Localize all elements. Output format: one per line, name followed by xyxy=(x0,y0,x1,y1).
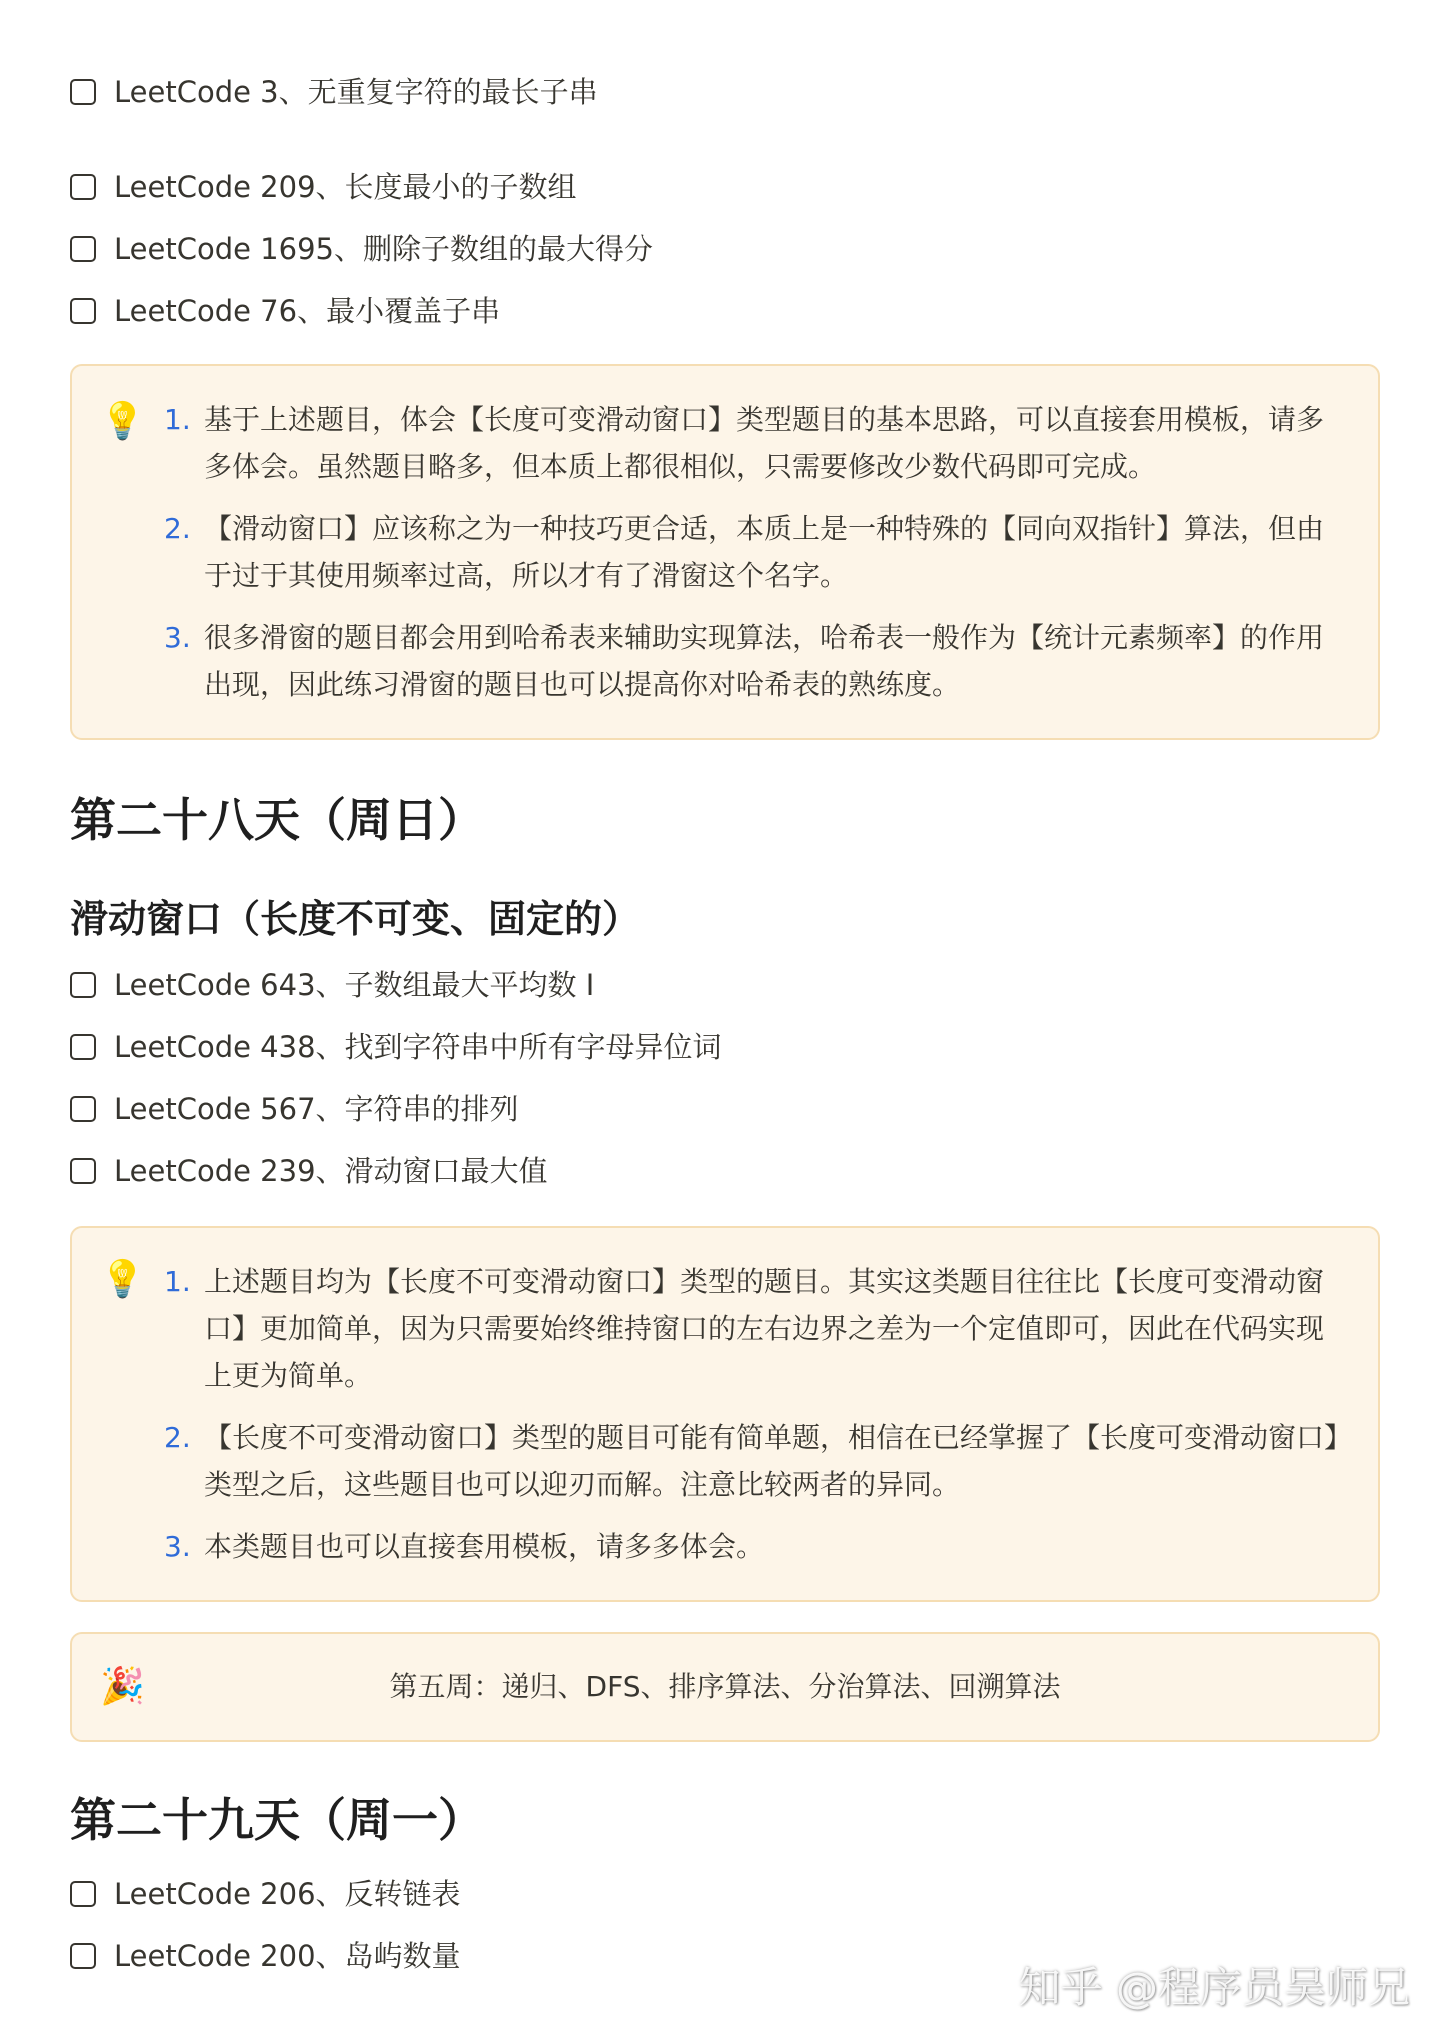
list-number: 2. xyxy=(164,1421,191,1454)
list-item xyxy=(164,396,1342,490)
checkbox[interactable] xyxy=(70,174,96,200)
list-item xyxy=(164,1258,1342,1399)
todo-item[interactable] xyxy=(70,229,653,269)
list-item xyxy=(164,1523,1342,1570)
checkbox[interactable] xyxy=(70,1943,96,1969)
list-item-text: 上述题目均为【长度不可变滑动窗口】类型的题目。其实这类题目往往比【长度可变滑动窗口】更加简单，因为只需要始终维持窗口的左右边界之差为一个定值即可，因此在代码实现上更为简单。 xyxy=(204,1265,1325,1392)
todo-label: LeetCode 206、反转链表 xyxy=(114,1877,461,1911)
list-number: 3. xyxy=(164,621,191,654)
party-popper-icon: 🎉 xyxy=(100,1666,145,1707)
todo-label: LeetCode 209、长度最小的子数组 xyxy=(114,170,577,204)
todo-item[interactable] xyxy=(70,965,594,1005)
tip-callout xyxy=(70,1226,1380,1602)
todo-item[interactable] xyxy=(70,1089,519,1129)
checkbox[interactable] xyxy=(70,79,96,105)
day-heading: 第二十九天（周一） xyxy=(70,1793,484,1847)
tip-callout xyxy=(70,364,1380,740)
ordered-list xyxy=(164,396,1342,708)
section-heading: 滑动窗口（长度不可变、固定的） xyxy=(70,897,641,941)
todo-item[interactable] xyxy=(70,72,598,112)
checkbox[interactable] xyxy=(70,236,96,262)
lightbulb-icon: 💡 xyxy=(100,1259,145,1300)
todo-label: LeetCode 76、最小覆盖子串 xyxy=(114,294,501,328)
todo-item[interactable] xyxy=(70,1936,461,1976)
list-number: 1. xyxy=(164,403,191,436)
lightbulb-icon: 💡 xyxy=(100,401,145,442)
checkbox[interactable] xyxy=(70,1096,96,1122)
list-item-text: 【滑动窗口】应该称之为一种技巧更合适，本质上是一种特殊的【同向双指针】算法，但由于过于其使用频率过高，所以才有了滑窗这个名字。 xyxy=(204,512,1325,592)
todo-label: LeetCode 200、岛屿数量 xyxy=(114,1939,461,1973)
list-item xyxy=(164,505,1342,599)
day-heading: 第二十八天（周日） xyxy=(70,793,484,847)
todo-label: LeetCode 3、无重复字符的最长子串 xyxy=(114,75,598,109)
list-number: 1. xyxy=(164,1265,191,1298)
checkbox[interactable] xyxy=(70,1034,96,1060)
banner-text: 第五周：递归、DFS、排序算法、分治算法、回溯算法 xyxy=(389,1670,1061,1703)
todo-label: LeetCode 643、子数组最大平均数 I xyxy=(114,968,595,1002)
list-item-text: 很多滑窗的题目都会用到哈希表来辅助实现算法，哈希表一般作为【统计元素频率】的作用出现，因此练习滑窗的题目也可以提高你对哈希表的熟练度。 xyxy=(204,621,1325,701)
checkbox[interactable] xyxy=(70,972,96,998)
list-item xyxy=(164,614,1342,708)
todo-label: LeetCode 438、找到字符串中所有字母异位词 xyxy=(114,1030,722,1064)
list-item-text: 【长度不可变滑动窗口】类型的题目可能有简单题，相信在已经掌握了【长度可变滑动窗口】类型之后，这些题目也可以迎刃而解。注意比较两者的异同。 xyxy=(204,1421,1339,1501)
watermark: 知乎 @程序员吴师兄 xyxy=(1018,1963,1410,2012)
list-item-text: 本类题目也可以直接套用模板，请多多体会。 xyxy=(204,1530,765,1563)
week-banner xyxy=(70,1632,1380,1742)
todo-item[interactable] xyxy=(70,291,500,331)
todo-item[interactable] xyxy=(70,1874,461,1914)
todo-item[interactable] xyxy=(70,1151,548,1191)
todo-label: LeetCode 1695、删除子数组的最大得分 xyxy=(114,232,653,266)
checkbox[interactable] xyxy=(70,1158,96,1184)
todo-label: LeetCode 239、滑动窗口最大值 xyxy=(114,1154,548,1188)
todo-item[interactable] xyxy=(70,167,577,207)
todo-item[interactable] xyxy=(70,1027,722,1067)
list-number: 2. xyxy=(164,512,191,545)
list-item-text: 基于上述题目，体会【长度可变滑动窗口】类型题目的基本思路，可以直接套用模板，请多多体会。虽然题目略多，但本质上都很相似，只需要修改少数代码即可完成。 xyxy=(204,403,1325,483)
ordered-list xyxy=(164,1258,1342,1570)
checkbox[interactable] xyxy=(70,298,96,324)
list-number: 3. xyxy=(164,1530,191,1563)
list-item xyxy=(164,1414,1342,1508)
checkbox[interactable] xyxy=(70,1881,96,1907)
todo-label: LeetCode 567、字符串的排列 xyxy=(114,1092,519,1126)
